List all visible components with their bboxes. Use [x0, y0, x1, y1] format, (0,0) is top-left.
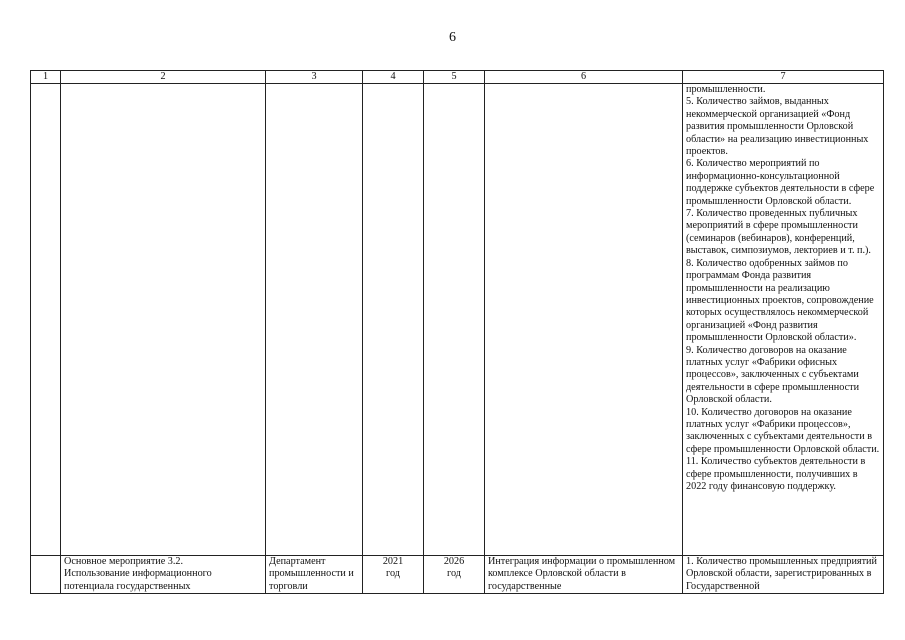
cell-empty [424, 84, 485, 556]
column-number-6: 6 [485, 71, 683, 84]
column-number-1: 1 [31, 71, 61, 84]
page-number: 6 [449, 30, 456, 45]
expected-result-cell: Интеграция информации о промышленном комплексе Орловской области в государственные [485, 556, 683, 594]
column-number-7: 7 [683, 71, 884, 84]
executor-cell: Департамент промышленности и торговли [266, 556, 363, 594]
cell-empty [363, 84, 424, 556]
column-number-row [31, 71, 884, 84]
indicators-cell-next: 1. Количество промышленных предприятий Орловской области, зарегистрированных в Государственной [683, 556, 884, 594]
measure-name-cell: Основное мероприятие 3.2. Использование информационного потенциала государственных [61, 556, 266, 594]
cell-empty [485, 84, 683, 556]
column-number-5: 5 [424, 71, 485, 84]
end-year-cell: 2026 год [424, 556, 485, 594]
cell-empty [31, 84, 61, 556]
cell-empty [61, 84, 266, 556]
column-number-2: 2 [61, 71, 266, 84]
cell-empty [266, 84, 363, 556]
indicators-cell: промышленности. 5. Количество займов, выданных некоммерческой организацией «Фонд развития промышленности Орловской области» на реализацию инвестиционных проектов. 6. Количество мероприятий по информационно-консультационной поддержке субъектов деятельности в сфере промышленности Орловской области. 7. Количество проведенных публичных мероприятий в сфере промышленности (семинаров (вебинаров), конференций, выставок, симпозиумов, лекториев и т. п.). 8. Количество одобренных займов по программам Фонда развития промышленности на реализацию инвестиционных проектов, сопровождение которых осуществлялось некоммерческой организацией «Фонд развития промышленности Орловской области». 9. Количество договоров на оказание платных услуг «Фабрики офисных процессов», заключенных с субъектами деятельности в сфере промышленности Орловской области. 10. Количество договоров на оказание платных услуг «Фабрики процессов», заключенных с субъектами деятельности в сфере промышленности Орловской области. 11. Количество субъектов деятельности в сфере промышленности, получивших в 2022 году финансовую поддержку. [683, 84, 884, 556]
column-number-4: 4 [363, 71, 424, 84]
column-number-3: 3 [266, 71, 363, 84]
table-row-measure-3-2 [31, 556, 884, 594]
start-year-cell: 2021 год [363, 556, 424, 594]
document-table [30, 70, 884, 594]
cell-number [31, 556, 61, 594]
table-row-continuation [31, 84, 884, 556]
